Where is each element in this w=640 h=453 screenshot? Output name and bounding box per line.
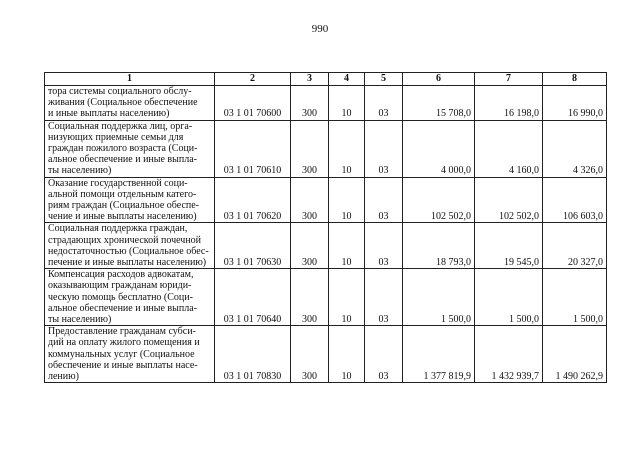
expense-name-line: и иные выплаты населению) xyxy=(48,108,170,120)
expense-name-line: альное обеспечение и иные выпла- xyxy=(48,302,197,314)
amount-year1-cell: 15 708,0 xyxy=(403,86,475,121)
expense-name-line: дий на оплату жилого помещения и xyxy=(48,337,200,349)
target-code-cell: 03 1 01 70620 xyxy=(215,177,291,223)
amount-year1-cell: 1 377 819,9 xyxy=(403,326,475,383)
expense-name-line: оказывающим гражданам юриди- xyxy=(48,280,192,292)
expense-name-line: низующих приемные семьи для xyxy=(48,131,184,143)
expense-name-cell xyxy=(45,223,215,269)
budget-table xyxy=(44,72,607,383)
table-row xyxy=(45,120,607,177)
amount-year3-cell: 20 327,0 xyxy=(543,223,607,269)
expense-name-cell xyxy=(45,86,215,121)
col-header: 3 xyxy=(291,73,329,86)
amount-year1-cell: 4 000,0 xyxy=(403,120,475,177)
col-header: 1 xyxy=(45,73,215,86)
amount-year1-cell: 1 500,0 xyxy=(403,269,475,326)
expense-name-line: Компенсация расходов адвокатам, xyxy=(48,269,194,281)
subsection-cell: 03 xyxy=(365,269,403,326)
target-code-cell: 03 1 01 70630 xyxy=(215,223,291,269)
table-row xyxy=(45,269,607,326)
subsection-cell: 03 xyxy=(365,177,403,223)
table-row xyxy=(45,177,607,223)
expense-name-line: Предоставление гражданам субси- xyxy=(48,326,196,338)
amount-year2-cell: 19 545,0 xyxy=(475,223,543,269)
target-code-cell: 03 1 01 70600 xyxy=(215,86,291,121)
expense-name-line: Оказание государственной соци- xyxy=(48,177,188,189)
page-number: 990 xyxy=(311,23,329,35)
expense-name-line: коммунальных услуг (Социальное xyxy=(48,348,195,360)
expense-name-line: альное обеспечение и иные выпла- xyxy=(48,154,197,166)
expense-name-line: недостаточностью (Социальное обес- xyxy=(48,245,209,257)
section-cell: 10 xyxy=(329,177,365,223)
expense-name-line: лению) xyxy=(48,371,79,383)
subsection-cell: 03 xyxy=(365,326,403,383)
expense-type-cell: 300 xyxy=(291,269,329,326)
section-cell: 10 xyxy=(329,223,365,269)
expense-type-cell: 300 xyxy=(291,177,329,223)
expense-name-line: Социальная поддержка граждан, xyxy=(48,223,188,235)
expense-name-line: Социальная поддержка лиц, орга- xyxy=(48,120,193,132)
expense-name-line: ты населению) xyxy=(48,314,112,326)
table-row xyxy=(45,86,607,121)
expense-type-cell: 300 xyxy=(291,86,329,121)
expense-name-line: ческую помощь бесплатно (Соци- xyxy=(48,291,193,303)
amount-year3-cell: 1 500,0 xyxy=(543,269,607,326)
expense-type-cell: 300 xyxy=(291,223,329,269)
subsection-cell: 03 xyxy=(365,120,403,177)
expense-type-cell: 300 xyxy=(291,120,329,177)
col-header: 8 xyxy=(543,73,607,86)
col-header: 7 xyxy=(475,73,543,86)
target-code-cell: 03 1 01 70610 xyxy=(215,120,291,177)
expense-name-line: печение и иные выплаты населению) xyxy=(48,257,207,269)
expense-name-line: риям граждан (Социальное обеспе- xyxy=(48,200,200,212)
amount-year3-cell: 106 603,0 xyxy=(543,177,607,223)
expense-name-line: обеспечение и иные выплаты насе- xyxy=(48,359,198,371)
amount-year2-cell: 1 432 939,7 xyxy=(475,326,543,383)
section-cell: 10 xyxy=(329,120,365,177)
expense-name-line: чение и иные выплаты населению) xyxy=(48,211,197,223)
col-header: 2 xyxy=(215,73,291,86)
amount-year2-cell: 1 500,0 xyxy=(475,269,543,326)
expense-name-cell xyxy=(45,326,215,383)
header-row xyxy=(45,73,607,86)
expense-name-cell xyxy=(45,177,215,223)
subsection-cell: 03 xyxy=(365,223,403,269)
target-code-cell: 03 1 01 70640 xyxy=(215,269,291,326)
target-code-cell: 03 1 01 70830 xyxy=(215,326,291,383)
expense-name-line: страдающих хронической почечной xyxy=(48,234,202,246)
col-header: 6 xyxy=(403,73,475,86)
amount-year3-cell: 1 490 262,9 xyxy=(543,326,607,383)
expense-name-line: тора системы социального обслу- xyxy=(48,86,192,97)
section-cell: 10 xyxy=(329,326,365,383)
amount-year3-cell: 4 326,0 xyxy=(543,120,607,177)
amount-year2-cell: 4 160,0 xyxy=(475,120,543,177)
expense-name-cell xyxy=(45,269,215,326)
expense-name-line: ты населению) xyxy=(48,165,112,177)
col-header: 5 xyxy=(365,73,403,86)
amount-year2-cell: 16 198,0 xyxy=(475,86,543,121)
section-cell: 10 xyxy=(329,269,365,326)
expense-type-cell: 300 xyxy=(291,326,329,383)
expense-name-line: граждан пожилого возраста (Соци- xyxy=(48,143,198,155)
col-header: 4 xyxy=(329,73,365,86)
section-cell: 10 xyxy=(329,86,365,121)
table-row xyxy=(45,223,607,269)
subsection-cell: 03 xyxy=(365,86,403,121)
expense-name-line: альной помощи отдельным катего- xyxy=(48,188,197,200)
amount-year2-cell: 102 502,0 xyxy=(475,177,543,223)
amount-year3-cell: 16 990,0 xyxy=(543,86,607,121)
expense-name-cell xyxy=(45,120,215,177)
table-row xyxy=(45,326,607,383)
expense-name-line: живания (Социальное обеспечение xyxy=(48,97,198,109)
amount-year1-cell: 102 502,0 xyxy=(403,177,475,223)
amount-year1-cell: 18 793,0 xyxy=(403,223,475,269)
